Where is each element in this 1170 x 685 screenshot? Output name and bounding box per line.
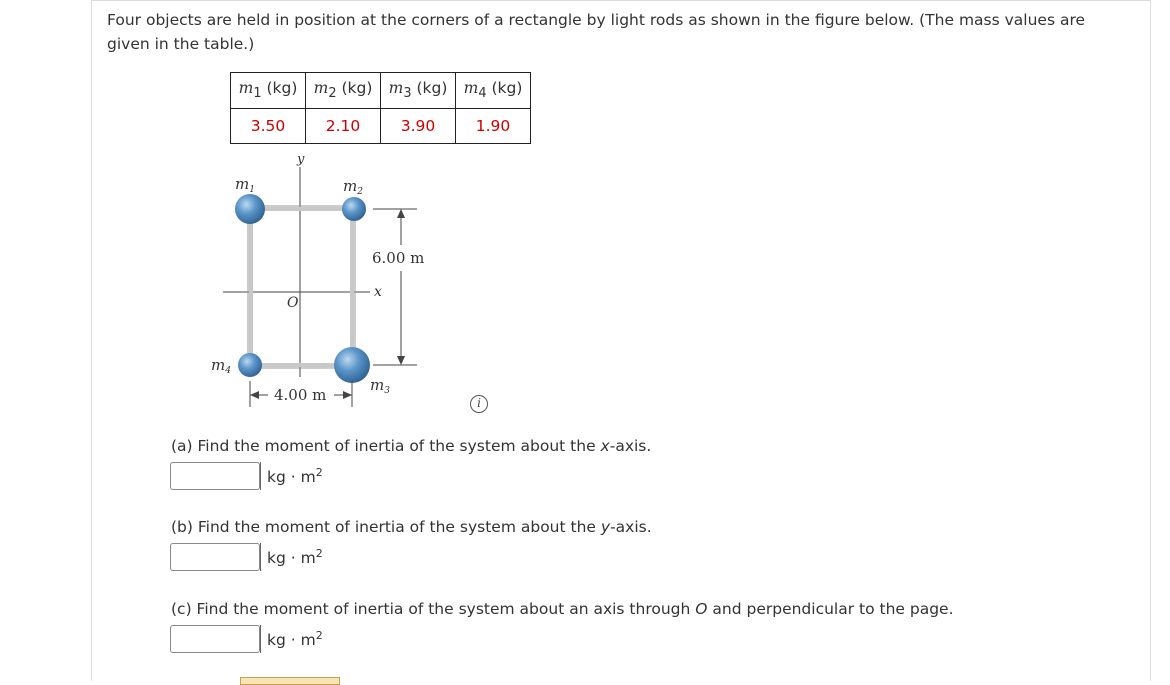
unit-label-a: kg · $m^2$	[267, 466, 323, 487]
partially-visible-button[interactable]	[240, 677, 340, 685]
label-y-axis: y	[297, 152, 305, 167]
mass-table-value-row	[231, 109, 531, 144]
header-m4: $m_4$ (kg)	[456, 73, 531, 109]
answer-input-b[interactable]	[170, 543, 260, 571]
unit-label-b: kg · $m^2$	[267, 547, 323, 568]
value-m3: 3.90	[381, 109, 456, 144]
label-m1: $m_1$	[235, 175, 255, 195]
info-icon[interactable]: i	[470, 395, 488, 413]
question-b: (b) Find the moment of inertia of the system about the y-axis.	[171, 518, 652, 536]
mass-table-header-row	[231, 73, 531, 109]
question-c: (c) Find the moment of inertia of the system about an axis through O and perpendicular to the page.	[171, 600, 954, 618]
question-a: (a) Find the moment of inertia of the system about the x-axis.	[171, 437, 652, 455]
header-m3: $m_3$ (kg)	[381, 73, 456, 109]
mass-m1-sphere	[235, 194, 265, 224]
value-m4: 1.90	[456, 109, 531, 144]
value-m2: 2.10	[306, 109, 381, 144]
label-width: 4.00 m	[274, 386, 327, 404]
answer-input-c[interactable]	[170, 625, 260, 653]
mass-m3-sphere	[334, 347, 370, 383]
label-x-axis: x	[374, 284, 382, 300]
header-m1: $m_1$ (kg)	[231, 73, 306, 109]
unit-divider	[260, 462, 261, 490]
mass-table	[230, 72, 531, 144]
label-height: 6.00 m	[372, 249, 425, 267]
label-m4: $m_4$	[211, 356, 231, 376]
rods	[250, 209, 353, 365]
header-m2: $m_2$ (kg)	[306, 73, 381, 109]
rectangle-figure	[205, 145, 455, 420]
problem-statement: Four objects are held in position at the corners of a rectangle by light rods as shown in the figure below. (The mass values are given in the table.)	[107, 11, 1086, 53]
value-m1: 3.50	[231, 109, 306, 144]
label-m3: $m_3$	[370, 376, 390, 396]
answer-input-a[interactable]	[170, 462, 260, 490]
unit-divider	[260, 625, 261, 653]
mass-m4-sphere	[238, 353, 262, 377]
label-origin: O	[287, 295, 299, 311]
unit-divider	[260, 543, 261, 571]
label-m2: $m_2$	[343, 177, 363, 197]
mass-m2-sphere	[342, 197, 366, 221]
unit-label-c: kg · $m^2$	[267, 629, 323, 650]
